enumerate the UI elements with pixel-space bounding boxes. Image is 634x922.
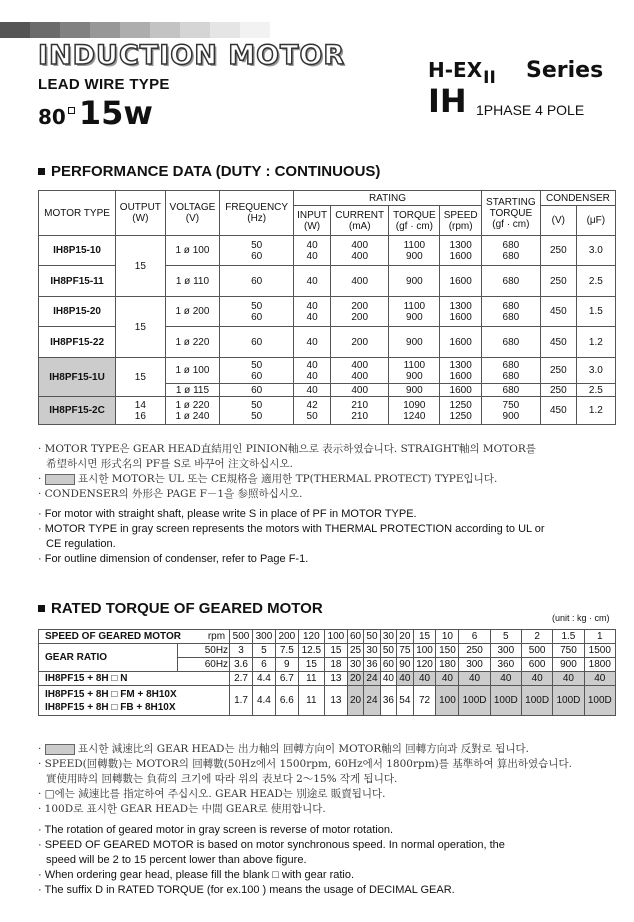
speed-cell: 1300 1600 (440, 297, 481, 327)
note-kr-2: · 표시한 MOTOR는 UL 또는 CE規格을 適用한 TP(THERMAL PROTECT) TYPE입니다. (38, 473, 498, 485)
series-prefix: H-EX (428, 58, 483, 82)
torque-cell: 1100 900 (389, 297, 440, 327)
gray-swatch-icon (45, 474, 75, 485)
value-cell: 10 (436, 630, 459, 644)
col-output: OUTPUT (W) (116, 191, 165, 236)
col-frequency: FREQUENCY (Hz) (220, 191, 294, 236)
value-cell: 54 (397, 686, 413, 716)
note-kr-1b: 希望하시면 形式名의 PF를 S로 바꾸어 注文하십시오. (46, 458, 293, 470)
col-condenser: CONDENSER (540, 191, 615, 206)
cond-uf-cell: 1.2 (576, 397, 615, 425)
voltage-cell: 1 ø 100 (165, 236, 220, 266)
col-starting-torque: STARTING TORQUE (gf · cm) (481, 191, 540, 236)
value-cell: 100 (413, 644, 436, 658)
motor-type-cell: IH8PF15-11 (39, 266, 116, 297)
value-cell: 900 (553, 658, 584, 672)
frequency-cell: 50 60 (220, 297, 294, 327)
voltage-cell: 1 ø 100 (165, 358, 220, 384)
value-cell: 36 (380, 686, 396, 716)
hz60-label: 60Hz (177, 658, 229, 672)
motor-type-cell: IH8PF15-2C (39, 397, 116, 425)
performance-table (38, 190, 616, 425)
torque-cell: 1090 1240 (389, 397, 440, 425)
speed-row (39, 630, 616, 644)
model-fm-fb-cell: IH8PF15 + 8H □ FM + 8H10X IH8PF15 + 8H □ FB + 8H10X (39, 686, 230, 716)
note-kr-g4: · 100D로 표시한 GEAR HEAD는 中間 GEAR로 使用합니다. (38, 803, 326, 815)
value-cell: 250 (459, 644, 490, 658)
value-cell: 2.7 (230, 672, 253, 686)
value-cell: 40 (553, 672, 584, 686)
current-cell: 200 200 (331, 297, 389, 327)
value-cell: 30 (364, 644, 380, 658)
band-segment (180, 22, 210, 38)
value-cell: 360 (490, 658, 521, 672)
motor-type-cell: IH8PF15-22 (39, 327, 116, 358)
col-input: INPUT (W) (294, 206, 331, 236)
value-cell: 40 (459, 672, 490, 686)
input-cell: 40 40 (294, 297, 331, 327)
value-cell: 90 (397, 658, 413, 672)
value-cell: 40 (413, 672, 436, 686)
value-cell: 300 (252, 630, 275, 644)
value-cell: 1.7 (230, 686, 253, 716)
input-cell: 40 40 (294, 236, 331, 266)
starting-torque-cell: 680 (481, 266, 540, 297)
note-kr-g3: · □에는 減速比를 指定하여 주십시오. GEAR HEAD는 別途로 販賣됩니다. (38, 788, 386, 800)
current-cell: 400 400 (331, 236, 389, 266)
bullet-icon (38, 605, 45, 612)
starting-torque-cell: 680 (481, 384, 540, 397)
input-cell: 40 (294, 384, 331, 397)
starting-torque-cell: 680 680 (481, 297, 540, 327)
value-cell: 75 (397, 644, 413, 658)
frequency-cell: 50 50 (220, 397, 294, 425)
value-cell: 6 (252, 658, 275, 672)
note-en-g2b: speed will be 2 to 15 percent lower than above figure. (46, 854, 307, 866)
cond-voltage-cell: 450 (540, 397, 576, 425)
torque-row-n (39, 672, 616, 686)
band-segment (240, 22, 270, 38)
col-speed: SPEED (rpm) (440, 206, 481, 236)
voltage-cell: 1 ø 220 1 ø 240 (165, 397, 220, 425)
value-cell: 4.4 (252, 672, 275, 686)
note-en-g1: · The rotation of geared motor in gray screen is reverse of motor rotation. (38, 824, 394, 836)
note-en-2b: CE regulation. (46, 538, 116, 550)
value-cell: 20 (347, 672, 363, 686)
value-cell: 40 (584, 672, 615, 686)
value-cell: 5 (490, 630, 521, 644)
performance-notes (38, 442, 545, 567)
value-cell: 100D (490, 686, 521, 716)
table-row (39, 358, 616, 384)
series-name (428, 58, 496, 88)
starting-torque-cell: 680 (481, 327, 540, 358)
current-cell: 210 210 (331, 397, 389, 425)
torque-cell: 900 (389, 327, 440, 358)
value-cell: 100D (459, 686, 490, 716)
value-cell: 40 (397, 672, 413, 686)
speed-cell: 1300 1600 (440, 236, 481, 266)
note-kr-3: · CONDENSER의 外形은 PAGE F－1을 参照하십시오. (38, 488, 303, 500)
value-cell: 40 (380, 672, 396, 686)
band-segment (0, 22, 30, 38)
model-code: IH (428, 82, 467, 120)
value-cell: 60 (347, 630, 363, 644)
value-cell: 5 (252, 644, 275, 658)
motor-type-cell: IH8P15-20 (39, 297, 116, 327)
cond-uf-cell: 2.5 (576, 266, 615, 297)
table-row (39, 297, 616, 327)
input-cell: 40 (294, 327, 331, 358)
cond-uf-cell: 2.5 (576, 384, 615, 397)
frequency-cell: 60 (220, 327, 294, 358)
unit-label: (unit : kg · cm) (552, 613, 610, 623)
value-cell: 18 (324, 658, 347, 672)
value-cell: 100D (584, 686, 615, 716)
input-cell: 40 40 (294, 358, 331, 384)
value-cell: 100 (436, 686, 459, 716)
value-cell: 500 (230, 630, 253, 644)
frequency-cell: 50 60 (220, 236, 294, 266)
note-en-g2: · SPEED OF GEARED MOTOR is based on motor synchronous speed. In normal operation, the (38, 839, 505, 851)
gear-notes (38, 742, 572, 898)
current-cell: 400 400 (331, 358, 389, 384)
table-row (39, 397, 616, 425)
col-cond-uf: (μF) (576, 206, 615, 236)
cond-voltage-cell: 250 (540, 236, 576, 266)
value-cell: 300 (490, 644, 521, 658)
value-cell: 15 (324, 644, 347, 658)
note-kr-g2: · SPEED(回轉數)는 MOTOR의 回轉數(50Hz에서 1500rpm, 60Hz에서 1800rpm)를 基準하여 算出하였습니다. (38, 758, 572, 770)
value-cell: 100D (553, 686, 584, 716)
value-cell: 9 (275, 658, 298, 672)
value-cell: 25 (347, 644, 363, 658)
voltage-cell: 1 ø 220 (165, 327, 220, 358)
value-cell: 40 (490, 672, 521, 686)
col-torque: TORQUE (gf · cm) (389, 206, 440, 236)
value-cell: 300 (459, 658, 490, 672)
value-cell: 3 (230, 644, 253, 658)
band-segment (90, 22, 120, 38)
value-cell: 50 (364, 630, 380, 644)
model-n-cell: IH8PF15 + 8H □ N (39, 672, 230, 686)
gray-swatch-icon (45, 744, 75, 755)
frequency-cell: 50 60 (220, 358, 294, 384)
value-cell: 7.5 (275, 644, 298, 658)
note-en-3: · For outline dimension of condenser, refer to Page F-1. (38, 553, 309, 565)
speed-label-cell: SPEED OF GEARED MOTOR rpm (39, 630, 230, 644)
note-kr-g1: · 표시한 減速比의 GEAR HEAD는 出力軸의 回轉方向이 MOTOR軸의 回轉方向과 反對로 됩니다. (38, 743, 530, 755)
voltage-cell: 1 ø 115 (165, 384, 220, 397)
note-en-1: · For motor with straight shaft, please write S in place of PF in MOTOR TYPE. (38, 508, 417, 520)
value-cell: 60 (380, 658, 396, 672)
value-cell: 750 (553, 644, 584, 658)
value-cell: 24 (364, 686, 380, 716)
value-cell: 1800 (584, 658, 615, 672)
speed-cell: 1600 (440, 384, 481, 397)
band-segment (150, 22, 180, 38)
note-kr-g2b: 實使用時의 回轉數는 負荷의 크기에 따라 위의 表보다 2～15% 작게 됩니다. (46, 773, 398, 785)
series-roman: II (483, 68, 496, 88)
value-cell: 11 (298, 686, 324, 716)
output-cell: 14 16 (116, 397, 165, 425)
value-cell: 15 (298, 658, 324, 672)
series-label: Series (526, 58, 604, 83)
geared-torque-table (38, 629, 616, 716)
value-cell: 180 (436, 658, 459, 672)
torque-cell: 1100 900 (389, 236, 440, 266)
torque-row-fm-fb (39, 686, 616, 716)
cond-uf-cell: 1.5 (576, 297, 615, 327)
value-cell: 24 (364, 672, 380, 686)
motor-type-cell: IH8P15-10 (39, 236, 116, 266)
cond-voltage-cell: 250 (540, 384, 576, 397)
ratio-50-row (39, 644, 616, 658)
col-rating: RATING (294, 191, 482, 206)
frequency-cell: 60 (220, 266, 294, 297)
value-cell: 36 (364, 658, 380, 672)
value-cell: 6 (459, 630, 490, 644)
output-cell: 15 (116, 297, 165, 358)
starting-torque-cell: 680 680 (481, 236, 540, 266)
cond-uf-cell: 3.0 (576, 236, 615, 266)
band-segment (60, 22, 90, 38)
gear-title-text: RATED TORQUE OF GEARED MOTOR (51, 600, 323, 617)
speed-cell: 1600 (440, 266, 481, 297)
cond-voltage-cell: 250 (540, 266, 576, 297)
starting-torque-cell: 680 680 (481, 358, 540, 384)
value-cell: 3.6 (230, 658, 253, 672)
note-en-g4: · The suffix D in RATED TORQUE (for ex.100 ) means the usage of DECIMAL GEAR. (38, 884, 455, 896)
input-cell: 42 50 (294, 397, 331, 425)
torque-cell: 900 (389, 384, 440, 397)
value-cell: 12.5 (298, 644, 324, 658)
input-cell: 40 (294, 266, 331, 297)
output-cell: 15 (116, 358, 165, 397)
gear-ratio-label: GEAR RATIO (39, 644, 178, 672)
value-cell: 20 (397, 630, 413, 644)
output-cell: 15 (116, 236, 165, 297)
col-current: CURRENT (mA) (331, 206, 389, 236)
performance-title-text: PERFORMANCE DATA (DUTY : CONTINUOUS) (51, 163, 381, 180)
current-cell: 400 (331, 384, 389, 397)
speed-cell: 1300 1600 (440, 358, 481, 384)
value-cell: 4.4 (252, 686, 275, 716)
frequency-cell: 60 (220, 384, 294, 397)
performance-section-title (38, 163, 380, 180)
value-cell: 100D (521, 686, 552, 716)
value-cell: 600 (521, 658, 552, 672)
value-cell: 30 (380, 630, 396, 644)
motor-type-cell: IH8PF15-1U (39, 358, 116, 397)
gear-section-title (38, 600, 323, 617)
lead-wire-type: LEAD WIRE TYPE (38, 76, 170, 93)
cond-voltage-cell: 450 (540, 327, 576, 358)
value-cell: 100 (324, 630, 347, 644)
bullet-icon (38, 168, 45, 175)
col-motor-type: MOTOR TYPE (39, 191, 116, 236)
value-cell: 500 (521, 644, 552, 658)
phase-pole: 1PHASE 4 POLE (476, 102, 585, 118)
value-cell: 13 (324, 686, 347, 716)
band-segment (210, 22, 240, 38)
torque-cell: 900 (389, 266, 440, 297)
value-cell: 120 (298, 630, 324, 644)
value-cell: 11 (298, 672, 324, 686)
hz50-label: 50Hz (177, 644, 229, 658)
value-cell: 200 (275, 630, 298, 644)
voltage-cell: 1 ø 200 (165, 297, 220, 327)
value-cell: 40 (436, 672, 459, 686)
value-cell: 6.6 (275, 686, 298, 716)
value-cell: 1 (584, 630, 615, 644)
value-cell: 50 (380, 644, 396, 658)
value-cell: 120 (413, 658, 436, 672)
speed-cell: 1600 (440, 327, 481, 358)
value-cell: 30 (347, 658, 363, 672)
cond-voltage-cell: 250 (540, 358, 576, 384)
table-row (39, 236, 616, 266)
band-segment (120, 22, 150, 38)
value-cell: 2 (521, 630, 552, 644)
value-cell: 72 (413, 686, 436, 716)
note-en-2: · MOTOR TYPE in gray screen represents the motors with THERMAL PROTECTION according to UL or (38, 523, 545, 535)
current-cell: 200 (331, 327, 389, 358)
col-voltage: VOLTAGE (V) (165, 191, 220, 236)
torque-cell: 1100 900 (389, 358, 440, 384)
value-cell: 1.5 (553, 630, 584, 644)
value-cell: 1500 (584, 644, 615, 658)
cond-uf-cell: 3.0 (576, 358, 615, 384)
value-cell: 150 (436, 644, 459, 658)
header-gradient-band (0, 22, 270, 38)
value-cell: 6.7 (275, 672, 298, 686)
band-segment (30, 22, 60, 38)
cond-uf-cell: 1.2 (576, 327, 615, 358)
note-en-g3: · When ordering gear head, please fill the blank □ with gear ratio. (38, 869, 355, 881)
col-cond-voltage: (V) (540, 206, 576, 236)
value-cell: 15 (413, 630, 436, 644)
square-frame-icon (68, 107, 75, 114)
value-cell: 40 (521, 672, 552, 686)
speed-cell: 1250 1250 (440, 397, 481, 425)
note-kr-1: · MOTOR TYPE은 GEAR HEAD直結用인 PINION軸으로 表示하였습니다. STRAIGHT軸의 MOTOR를 (38, 443, 536, 455)
voltage-cell: 1 ø 110 (165, 266, 220, 297)
frame-size (38, 94, 153, 132)
page-title: INDUCTION MOTOR (38, 40, 346, 71)
cond-voltage-cell: 450 (540, 297, 576, 327)
starting-torque-cell: 750 900 (481, 397, 540, 425)
value-cell: 20 (347, 686, 363, 716)
current-cell: 400 (331, 266, 389, 297)
wattage: 15w (78, 94, 153, 132)
value-cell: 13 (324, 672, 347, 686)
frame-number: 80 (38, 105, 66, 129)
